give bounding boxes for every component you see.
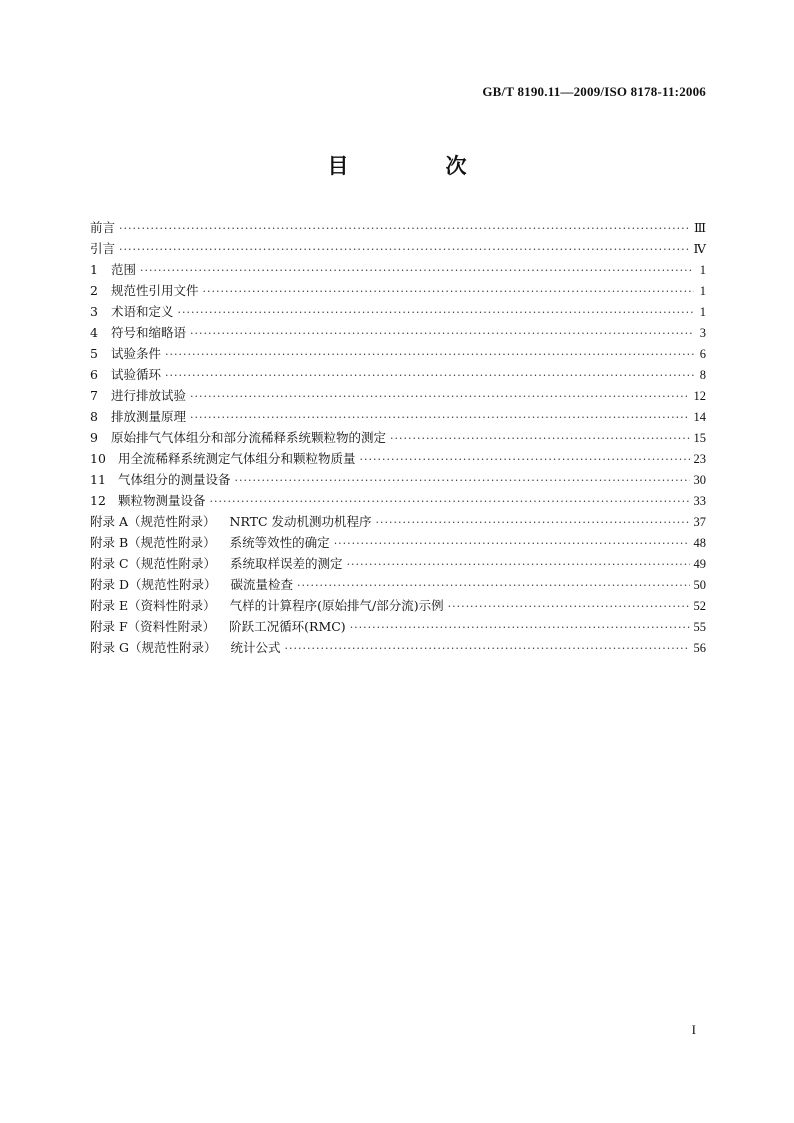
toc-entry-page: 14 (693, 410, 706, 424)
toc-annex-g[interactable] (90, 637, 706, 658)
toc-leader-dots (190, 407, 689, 428)
toc-leader-dots (165, 344, 694, 365)
toc-annex-a[interactable] (90, 511, 706, 532)
annex-label: 气样的计算程序(原始排气/部分流)示例 (229, 598, 444, 613)
toc-entry-page: 12 (693, 389, 706, 403)
toc-entry-7[interactable] (90, 385, 706, 406)
toc-leader-dots (119, 218, 690, 239)
toc-entry-4[interactable] (90, 322, 706, 343)
toc-entry-label: 前言 (90, 220, 116, 235)
toc-leader-dots (210, 491, 690, 512)
toc-entry-page: 48 (693, 536, 706, 550)
toc-entry-page: 1 (699, 305, 706, 319)
toc-entry-12[interactable] (90, 490, 706, 511)
toc-leader-dots (190, 386, 689, 407)
toc-entry-number: 7 (90, 388, 98, 403)
annex-tag: 附录 F（资料性附录） (90, 619, 216, 634)
toc-leader-dots (119, 239, 689, 260)
toc-leader-dots (284, 638, 689, 659)
toc-entry-6[interactable] (90, 364, 706, 385)
toc-entry-page: 52 (693, 599, 706, 613)
toc-entry-introduction[interactable] (90, 238, 706, 259)
toc-annex-c[interactable] (90, 553, 706, 574)
toc-entry-page: Ⅳ (693, 242, 706, 256)
toc-leader-dots (190, 323, 694, 344)
annex-tag: 附录 B（规范性附录） (90, 535, 216, 550)
toc-entry-label: 排放测量原理 (111, 409, 187, 424)
page-title: 目 次 (327, 154, 505, 178)
standard-code: GB/T 8190.11—2009/ISO 8178-11:2006 (482, 84, 706, 99)
toc-leader-dots (203, 281, 694, 302)
toc-entry-1[interactable] (90, 259, 706, 280)
toc-entry-3[interactable] (90, 301, 706, 322)
toc-leader-dots (165, 365, 694, 386)
toc-entry-label: 引言 (90, 241, 116, 256)
toc-entry-10[interactable] (90, 448, 706, 469)
annex-label: 碳流量检查 (230, 577, 294, 592)
toc-leader-dots (448, 596, 690, 617)
toc-entry-label: 规范性引用文件 (111, 283, 199, 298)
toc-entry-number: 3 (90, 304, 98, 319)
annex-label: NRTC 发动机测功机程序 (229, 514, 372, 529)
annex-tag: 附录 E（资料性附录） (90, 598, 216, 613)
toc-entry-page: 15 (693, 431, 706, 445)
annex-label: 系统等效性的确定 (229, 535, 330, 550)
table-of-contents (90, 217, 706, 658)
toc-leader-dots (360, 449, 690, 470)
toc-entry-page: 37 (693, 515, 706, 529)
toc-leader-dots (235, 470, 690, 491)
toc-entry-page: 23 (693, 452, 706, 466)
toc-entry-label: 术语和定义 (111, 304, 174, 319)
annex-tag: 附录 D（规范性附录） (90, 577, 217, 592)
toc-entry-page: 33 (693, 494, 706, 508)
toc-leader-dots (140, 260, 694, 281)
toc-leader-dots (350, 617, 690, 638)
toc-entry-page: Ⅲ (693, 221, 706, 235)
toc-leader-dots (297, 575, 689, 596)
toc-entry-label: 原始排气气体组分和部分流稀释系统颗粒物的测定 (111, 430, 387, 445)
toc-entry-number: 11 (90, 472, 106, 487)
toc-entry-page: 1 (699, 263, 706, 277)
toc-entry-8[interactable] (90, 406, 706, 427)
toc-leader-dots (376, 512, 690, 533)
toc-entry-page: 55 (693, 620, 706, 634)
toc-annex-f[interactable] (90, 616, 706, 637)
toc-entry-page: 49 (693, 557, 706, 571)
toc-entry-2[interactable] (90, 280, 706, 301)
toc-leader-dots (334, 533, 690, 554)
toc-entry-label: 范围 (111, 262, 137, 277)
toc-annex-d[interactable] (90, 574, 706, 595)
toc-entry-number: 10 (90, 451, 106, 466)
annex-label: 系统取样误差的测定 (230, 556, 343, 571)
toc-entry-number: 12 (90, 493, 106, 508)
toc-entry-page: 56 (693, 641, 706, 655)
annex-tag: 附录 A（规范性附录） (90, 514, 216, 529)
toc-entry-number: 9 (90, 430, 98, 445)
toc-entry-label: 试验循环 (111, 367, 162, 382)
toc-entry-number: 5 (90, 346, 98, 361)
toc-entry-label: 气体组分的测量设备 (118, 472, 231, 487)
toc-entry-page: 6 (699, 347, 706, 361)
toc-entry-page: 50 (693, 578, 706, 592)
annex-label: 阶跃工况循环(RMC) (229, 619, 346, 634)
toc-entry-11[interactable] (90, 469, 706, 490)
toc-entry-number: 2 (90, 283, 98, 298)
toc-entry-page: 30 (693, 473, 706, 487)
toc-entry-label: 颗粒物测量设备 (118, 493, 206, 508)
annex-tag: 附录 G（规范性附录） (90, 640, 217, 655)
toc-entry-label: 用全流稀释系统测定气体组分和颗粒物质量 (118, 451, 356, 466)
toc-entry-9[interactable] (90, 427, 706, 448)
toc-entry-number: 6 (90, 367, 98, 382)
toc-entry-label: 进行排放试验 (111, 388, 187, 403)
toc-entry-page: 8 (699, 368, 706, 382)
toc-entry-label: 符号和缩略语 (111, 325, 187, 340)
toc-entry-number: 4 (90, 325, 98, 340)
toc-entry-page: 3 (699, 326, 706, 340)
annex-tag: 附录 C（规范性附录） (90, 556, 217, 571)
annex-label: 统计公式 (230, 640, 281, 655)
toc-entry-label: 试验条件 (111, 346, 162, 361)
toc-annex-b[interactable] (90, 532, 706, 553)
toc-entry-number: 1 (90, 262, 98, 277)
toc-entry-foreword[interactable] (90, 217, 706, 238)
toc-annex-e[interactable] (90, 595, 706, 616)
toc-leader-dots (347, 554, 690, 575)
toc-entry-number: 8 (90, 409, 98, 424)
toc-entry-5[interactable] (90, 343, 706, 364)
toc-entry-page: 1 (699, 284, 706, 298)
toc-leader-dots (178, 302, 694, 323)
page-number: I (691, 1022, 696, 1037)
toc-leader-dots (390, 428, 689, 449)
